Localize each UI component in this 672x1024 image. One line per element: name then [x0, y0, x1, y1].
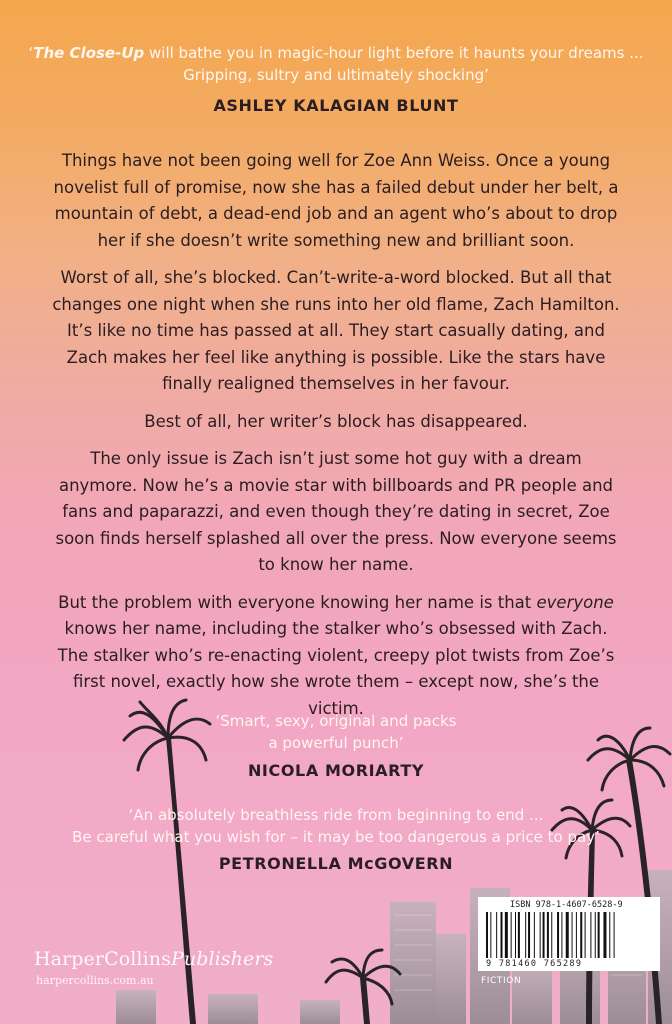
blurb-paragraph-3: Best of all, her writer’s block has disappeared.	[144, 411, 528, 431]
quote3-line2: Be careful what you wish for – it may be too dangerous a price to pay’	[72, 828, 600, 846]
barcode-bars	[486, 912, 652, 958]
publisher-name-italic: Publishers	[170, 948, 274, 970]
barcode-bar	[566, 912, 569, 958]
quote3-attribution: PETRONELLA McGOVERN	[218, 854, 454, 873]
emphasis-everyone: everyone	[536, 592, 614, 612]
review-quote-3	[0, 804, 672, 848]
barcode-bar	[518, 912, 520, 958]
publisher-website: harpercollins.com.au	[36, 974, 154, 987]
publisher-logo	[34, 948, 273, 970]
barcode-bar	[614, 912, 615, 958]
barcode-bar	[528, 912, 530, 958]
top-quote-line1: ‘The Close-Up will bathe you in magic-hour light before it haunts your dreams ...	[28, 44, 644, 62]
barcode-bar	[572, 912, 573, 958]
category-label: FICTION	[481, 976, 522, 986]
barcode-bar	[511, 912, 512, 958]
barcode-bar	[590, 912, 591, 958]
barcode-bar	[490, 912, 491, 958]
quote2-line2: a powerful punch’	[268, 734, 404, 752]
book-blurb	[50, 148, 622, 733]
barcode-bar	[551, 912, 552, 958]
quote3-line1: ‘An absolutely breathless ride from beginning to end ...	[128, 806, 544, 824]
barcode-bar	[525, 912, 526, 958]
barcode-bar	[501, 912, 503, 958]
barcode-number: 9 781460 765289	[486, 959, 583, 969]
isbn-text: ISBN 978-1-4607-6528-9	[510, 900, 623, 910]
barcode-bar	[580, 912, 582, 958]
barcode-bar	[598, 912, 600, 958]
publisher-name-regular: HarperCollins	[34, 948, 171, 970]
top-review-quote	[0, 42, 672, 86]
barcode-bar	[505, 912, 508, 958]
barcode-bar	[515, 912, 516, 958]
barcode-bar	[603, 912, 606, 958]
barcode-bar	[595, 912, 596, 958]
book-title: The Close-Up	[33, 44, 145, 62]
quote2-attribution: NICOLA MORIARTY	[247, 761, 425, 780]
barcode-bar	[557, 912, 559, 958]
review-quote-2	[0, 710, 672, 754]
top-quote-line2: Gripping, sultry and ultimately shocking’	[183, 66, 489, 84]
barcode-bar	[576, 912, 577, 958]
barcode-bar	[561, 912, 562, 958]
blurb-paragraph-1: Things have not been going well for Zoe Ann Weiss. Once a young novelist full of promise, now she has a failed debut under her belt, a mountain of debt, a dead-end job and an agent who’s about to drop her if she doesn’t write something new and brilliant soon.	[53, 151, 619, 250]
barcode-bar	[486, 912, 488, 958]
blurb-paragraph-5: But the problem with everyone knowing her name is that everyone knows her name, including the stalker who’s obsessed with Zach. The stalker who’s re-enacting violent, creepy plot twists from Zoe’s first novel, exactly how she wrote them – except now, she’s the victim.	[57, 592, 615, 718]
barcode-bar	[540, 912, 541, 958]
barcode-bar	[543, 912, 545, 958]
barcode-bar	[534, 912, 535, 958]
blurb-paragraph-2: Worst of all, she’s blocked. Can’t-write-a-word blocked. But all that changes one night when she runs into her old flame, Zach Hamilton. It’s like no time has passed at all. They start casually dating, and Zach makes her feel like anything is possible. Like the stars have finally realigned themselves in her favour.	[52, 268, 620, 393]
quote2-line1: ‘Smart, sexy, original and packs	[215, 712, 457, 730]
blurb-paragraph-4: The only issue is Zach isn’t just some hot guy with a dream anymore. Now he’s a movie star with billboards and PR people and fans and paparazzi, and even though they’re dating in secret, Zoe soon finds herself splashed all over the press. Now everyone seems to know her name.	[55, 449, 617, 574]
barcode-bar	[496, 912, 497, 958]
barcode-bar	[547, 912, 549, 958]
barcode-bar	[585, 912, 586, 958]
barcode-bar	[609, 912, 610, 958]
top-quote-attribution: ASHLEY KALAGIAN BLUNT	[213, 96, 459, 115]
